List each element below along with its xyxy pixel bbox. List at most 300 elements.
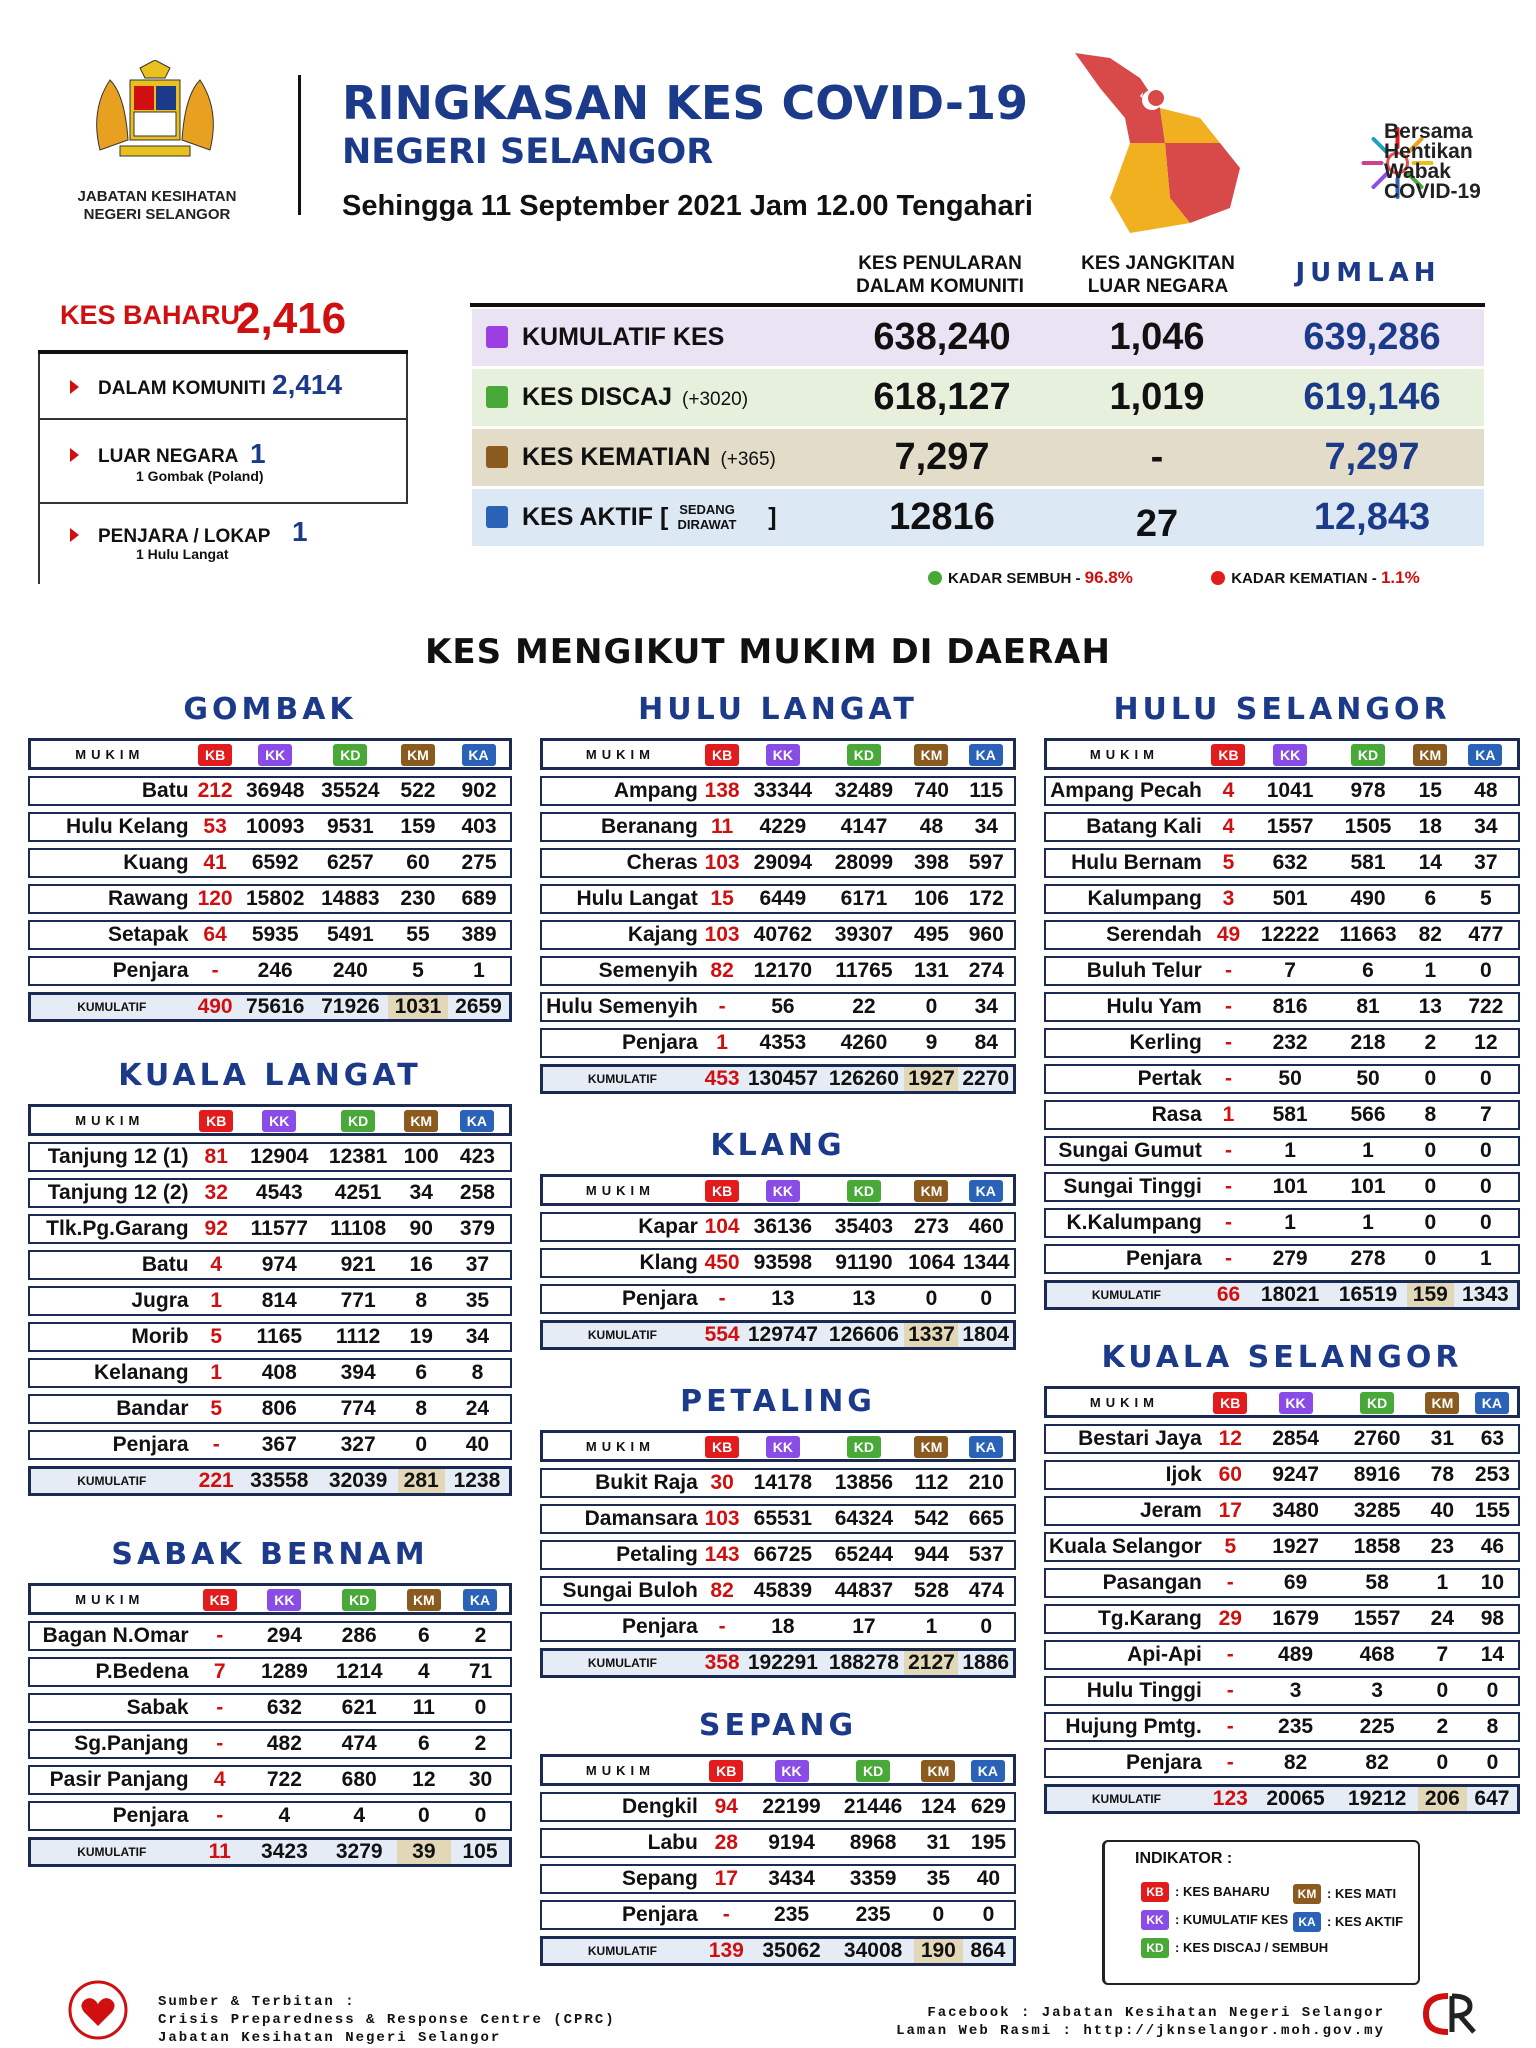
table-header-cell: MUKIM <box>540 738 702 770</box>
cell-ka: 1238 <box>445 1466 512 1496</box>
summary-row-discaj <box>472 369 1484 426</box>
website-link[interactable]: Laman Web Rasmi : http://jknselangor.moh.gov.my <box>896 2023 1385 2039</box>
table-row <box>540 1028 1016 1058</box>
green-square-icon <box>486 386 508 408</box>
cell-ka: 0 <box>963 1900 1016 1930</box>
cell-km: 12 <box>397 1765 451 1795</box>
district-hulu-langat <box>540 692 1016 1100</box>
table-total-row <box>28 992 512 1022</box>
cell-kd: 4260 <box>823 1028 904 1058</box>
cell-ka: 2 <box>451 1729 512 1759</box>
cell-km: 6 <box>398 1358 445 1388</box>
table-row <box>1044 1532 1520 1562</box>
table-header-cell <box>1206 738 1251 770</box>
km-badge: KM <box>914 1436 948 1458</box>
table-row <box>28 1801 512 1831</box>
cell-km: 14 <box>1407 848 1454 878</box>
district-table <box>540 1424 1016 1684</box>
cell-kb: 450 <box>702 1248 743 1278</box>
cell-km: 0 <box>1418 1676 1467 1706</box>
cell-kd: 13856 <box>823 1468 904 1498</box>
cell-kk: 93598 <box>742 1248 823 1278</box>
cell-ka: 403 <box>448 812 512 842</box>
cell-kk: 1289 <box>247 1657 322 1687</box>
cell-kd: 188278 <box>823 1648 904 1678</box>
table-row <box>1044 884 1520 914</box>
campaign-line: Bersama <box>1384 120 1473 143</box>
cell-kb: 29 <box>1206 1604 1255 1634</box>
district-title: HULU LANGAT <box>638 692 918 727</box>
cell-ka: 63 <box>1467 1424 1520 1454</box>
cell-kk: 6449 <box>742 884 823 914</box>
brown-square-icon <box>486 446 508 468</box>
cell-kk: 816 <box>1251 992 1329 1022</box>
cell-kk: 2854 <box>1255 1424 1337 1454</box>
table-row <box>28 776 512 806</box>
cell-ka: 665 <box>958 1504 1016 1534</box>
cell-km: 48 <box>904 812 958 842</box>
table-header-cell <box>445 1104 512 1136</box>
cell-km: 18 <box>1407 812 1454 842</box>
mukim-name: Rasa <box>1044 1100 1206 1130</box>
ka-badge: KA <box>971 1760 1005 1782</box>
mukim-name: KUMULATIF <box>540 1064 702 1094</box>
kd-badge: KD <box>856 1760 890 1782</box>
table-row <box>540 776 1016 806</box>
km-badge: KM <box>1293 1884 1321 1904</box>
cell-kb: - <box>193 1430 240 1460</box>
cell-km: 1927 <box>904 1064 958 1094</box>
table-row <box>28 1322 512 1352</box>
mukim-name: Bukit Raja <box>540 1468 702 1498</box>
table-row <box>1044 920 1520 950</box>
ka-badge: KA <box>969 1436 1003 1458</box>
cell-kk: 1927 <box>1255 1532 1337 1562</box>
cell-km: 82 <box>1407 920 1454 950</box>
cell-km: 19 <box>398 1322 445 1352</box>
table-header-row <box>540 1754 1016 1786</box>
summary-value-komuniti: 12816 <box>889 496 995 538</box>
cell-kb: 82 <box>702 1576 743 1606</box>
baharu-item-label: DALAM KOMUNITI <box>98 378 266 399</box>
table-header-cell <box>388 738 448 770</box>
summary-row-kumulatif <box>472 309 1484 366</box>
mukim-name: Penjara <box>540 1612 702 1642</box>
district-table <box>28 1577 512 1873</box>
cell-kb: 138 <box>702 776 743 806</box>
km-badge: KM <box>404 1110 438 1132</box>
summary-row-kematian <box>472 429 1484 486</box>
mukim-name: Sungai Gumut <box>1044 1136 1206 1166</box>
cell-kk: 82 <box>1255 1748 1337 1778</box>
mukim-name: Kerling <box>1044 1028 1206 1058</box>
cell-kk: 722 <box>247 1765 322 1795</box>
kb-badge: KB <box>705 1180 739 1202</box>
table-header-cell <box>832 1754 914 1786</box>
mukim-name: Beranang <box>540 812 702 842</box>
cell-kk: 806 <box>240 1394 319 1424</box>
summary-label-text: KES DISCAJ <box>522 383 673 411</box>
cell-km: 16 <box>398 1250 445 1280</box>
kd-badge: KD <box>333 744 367 766</box>
cell-kb: 4 <box>1206 776 1251 806</box>
cell-ka: 253 <box>1467 1460 1520 1490</box>
summary-label-delta: (+365) <box>720 449 776 470</box>
summary-value-luar: - <box>1150 436 1164 478</box>
cell-kd: 621 <box>322 1693 397 1723</box>
district-kuala-langat <box>28 1058 512 1502</box>
table-header-cell <box>702 1174 743 1206</box>
cell-kd: 16519 <box>1329 1280 1407 1310</box>
ka-badge: KA <box>969 744 1003 766</box>
ka-badge: KA <box>1293 1912 1321 1932</box>
col-header-komuniti: KES PENULARAN DALAM KOMUNITI <box>856 253 1024 297</box>
cell-kd: 3279 <box>322 1837 397 1867</box>
cell-ka: 12 <box>1454 1028 1520 1058</box>
table-header-cell <box>702 1754 751 1786</box>
cell-km: 55 <box>388 920 448 950</box>
table-row <box>1044 848 1520 878</box>
cell-km: 106 <box>904 884 958 914</box>
cell-kk: 1165 <box>240 1322 319 1352</box>
mukim-name: Sepang <box>540 1864 702 1894</box>
cell-km: 131 <box>904 956 958 986</box>
cell-ka: 48 <box>1454 776 1520 806</box>
district-title: KUALA LANGAT <box>118 1058 422 1093</box>
cell-kd: 39307 <box>823 920 904 950</box>
cell-kb: 49 <box>1206 920 1251 950</box>
table-row <box>1044 776 1520 806</box>
table-header-cell <box>319 1104 398 1136</box>
cell-kd: 3 <box>1336 1676 1418 1706</box>
table-header-cell <box>823 1430 904 1462</box>
cell-ka: 274 <box>958 956 1016 986</box>
table-header-cell <box>1407 738 1454 770</box>
cell-km: 60 <box>388 848 448 878</box>
cell-kb: 5 <box>1206 1532 1255 1562</box>
district-sepang <box>540 1708 1016 1972</box>
cell-kd: 225 <box>1336 1712 1418 1742</box>
cell-kk: 5935 <box>238 920 313 950</box>
district-table <box>28 732 512 1028</box>
district-title: SEPANG <box>698 1708 858 1743</box>
cell-kb: 5 <box>193 1394 240 1424</box>
table-header-row <box>28 738 512 770</box>
kb-badge: KB <box>1211 744 1245 766</box>
summary-label <box>522 383 748 412</box>
table-header-cell: MUKIM <box>540 1174 702 1206</box>
table-row <box>540 1900 1016 1930</box>
mukim-name: Ijok <box>1044 1460 1206 1490</box>
cell-kb: 143 <box>702 1540 743 1570</box>
cell-kd: 22 <box>823 992 904 1022</box>
cell-kb: 120 <box>193 884 238 914</box>
mukim-name: Hulu Bernam <box>1044 848 1206 878</box>
cell-kd: 11663 <box>1329 920 1407 950</box>
kadar-sembuh-value: 96.8% <box>1084 568 1133 587</box>
table-row <box>28 812 512 842</box>
cell-km: 159 <box>388 812 448 842</box>
kk-badge: KK <box>775 1760 809 1782</box>
kd-badge: KD <box>1351 744 1385 766</box>
table-row <box>1044 1424 1520 1454</box>
baharu-item-label: LUAR NEGARA <box>98 446 239 467</box>
cell-kb: 94 <box>702 1792 751 1822</box>
cell-km: 0 <box>1407 1244 1454 1274</box>
table-header-cell: MUKIM <box>28 1104 193 1136</box>
ka-badge: KA <box>1475 1392 1509 1414</box>
legend-km <box>1293 1884 1396 1904</box>
table-header-cell <box>1251 738 1329 770</box>
table-total-row <box>1044 1784 1520 1814</box>
cell-ka: 477 <box>1454 920 1520 950</box>
cell-kd: 774 <box>319 1394 398 1424</box>
cell-km: 495 <box>904 920 958 950</box>
summary-value-jumlah: 639,286 <box>1303 316 1441 358</box>
cell-km: 39 <box>397 1837 451 1867</box>
cell-kd: 82 <box>1336 1748 1418 1778</box>
mukim-name: Penjara <box>28 1430 193 1460</box>
table-row <box>28 1394 512 1424</box>
cell-ka: 474 <box>958 1576 1016 1606</box>
summary-value-luar: 27 <box>1135 503 1179 545</box>
cell-kk: 50 <box>1251 1064 1329 1094</box>
km-badge: KM <box>1425 1392 1459 1414</box>
district-table <box>1044 1380 1520 1820</box>
table-header-cell <box>1467 1386 1520 1418</box>
cell-ka: 8 <box>445 1358 512 1388</box>
cell-kd: 771 <box>319 1286 398 1316</box>
kb-badge: KB <box>1213 1392 1247 1414</box>
cell-kd: 680 <box>322 1765 397 1795</box>
cell-kb: 358 <box>702 1648 743 1678</box>
cell-km: 11 <box>397 1693 451 1723</box>
cell-kb: - <box>1206 1208 1251 1238</box>
cell-km: 2127 <box>904 1648 958 1678</box>
district-klang <box>540 1128 1016 1356</box>
table-header-cell <box>742 1430 823 1462</box>
cell-kd: 58 <box>1336 1568 1418 1598</box>
table-header-cell <box>958 738 1016 770</box>
table-header-row <box>540 1430 1016 1462</box>
summary-label-bracket: ] <box>768 503 777 531</box>
cell-ka: 210 <box>958 1468 1016 1498</box>
cell-km: 230 <box>388 884 448 914</box>
kd-badge: KD <box>847 744 881 766</box>
table-row <box>540 1212 1016 1242</box>
cell-kk: 101 <box>1251 1172 1329 1202</box>
cell-kb: 28 <box>702 1828 751 1858</box>
cell-kb: 4 <box>193 1250 240 1280</box>
cell-ka: 1804 <box>958 1320 1016 1350</box>
mukim-name: Tg.Karang <box>1044 1604 1206 1634</box>
page-subtitle: NEGERI SELANGOR <box>342 132 714 172</box>
km-badge: KM <box>401 744 435 766</box>
cell-kd: 44837 <box>823 1576 904 1606</box>
cell-ka: 1 <box>1454 1244 1520 1274</box>
mukim-name: KUMULATIF <box>1044 1280 1206 1310</box>
cell-ka: 460 <box>958 1212 1016 1242</box>
cell-kb: 103 <box>702 1504 743 1534</box>
mukim-name: Setapak <box>28 920 193 950</box>
cell-ka: 40 <box>445 1430 512 1460</box>
cell-kk: 1 <box>1251 1208 1329 1238</box>
cell-kd: 28099 <box>823 848 904 878</box>
mukim-name: Penjara <box>540 1028 702 1058</box>
table-total-row <box>28 1466 512 1496</box>
cell-kk: 35062 <box>751 1936 833 1966</box>
mukim-name: Penjara <box>1044 1244 1206 1274</box>
kb-badge: KB <box>1141 1882 1169 1902</box>
cell-kd: 34008 <box>832 1936 914 1966</box>
cell-kk: 192291 <box>742 1648 823 1678</box>
cell-kd: 286 <box>322 1621 397 1651</box>
mukim-name: Kapar <box>540 1212 702 1242</box>
cell-kd: 4147 <box>823 812 904 842</box>
ka-badge: KA <box>460 1110 494 1132</box>
table-header-row <box>1044 1386 1520 1418</box>
table-header-cell <box>397 1583 451 1615</box>
cell-kd: 35403 <box>823 1212 904 1242</box>
table-row <box>540 1864 1016 1894</box>
cell-km: 24 <box>1418 1604 1467 1634</box>
mukim-name: KUMULATIF <box>540 1936 702 1966</box>
mukim-name: Jeram <box>1044 1496 1206 1526</box>
cell-kd: 9531 <box>313 812 388 842</box>
district-kuala-selangor <box>1044 1340 1520 1820</box>
mukim-name: Tanjung 12 (1) <box>28 1142 193 1172</box>
cell-ka: 5 <box>1454 884 1520 914</box>
cell-kb: 490 <box>193 992 238 1022</box>
baharu-item-value: 1 <box>292 516 308 547</box>
cell-kb: 3 <box>1206 884 1251 914</box>
summary-label-text: KUMULATIF KES <box>522 323 725 351</box>
cell-kb: 1 <box>1206 1100 1251 1130</box>
table-row <box>540 1828 1016 1858</box>
cell-kd: 21446 <box>832 1792 914 1822</box>
cell-ka: 34 <box>958 992 1016 1022</box>
cell-kd: 3359 <box>832 1864 914 1894</box>
mukim-name: KUMULATIF <box>28 1837 193 1867</box>
cell-ka: 864 <box>963 1936 1016 1966</box>
cell-kb: - <box>193 1729 247 1759</box>
cell-kk: 581 <box>1251 1100 1329 1130</box>
cell-km: 0 <box>1407 1064 1454 1094</box>
summary-value-luar: 1,046 <box>1109 316 1205 358</box>
cell-kb: 554 <box>702 1320 743 1350</box>
cell-kk: 45839 <box>742 1576 823 1606</box>
table-row <box>28 1286 512 1316</box>
cell-ka: 1344 <box>958 1248 1016 1278</box>
table-header-cell <box>1206 1386 1255 1418</box>
cell-kd: 91190 <box>823 1248 904 1278</box>
cell-kb: 17 <box>702 1864 751 1894</box>
triangle-bullet-icon <box>70 380 79 394</box>
cell-kd: 14883 <box>313 884 388 914</box>
cell-kb: - <box>1206 1748 1255 1778</box>
header-divider <box>298 75 301 215</box>
cell-ka: 10 <box>1467 1568 1520 1598</box>
cell-km: 0 <box>904 992 958 1022</box>
cell-ka: 2 <box>451 1621 512 1651</box>
cell-kb: 66 <box>1206 1280 1251 1310</box>
cell-km: 542 <box>904 1504 958 1534</box>
cell-kk: 1041 <box>1251 776 1329 806</box>
table-header-cell <box>742 1174 823 1206</box>
cell-kb: - <box>1206 1676 1255 1706</box>
cell-kk: 367 <box>240 1430 319 1460</box>
table-header-cell <box>823 738 904 770</box>
table-row <box>540 1248 1016 1278</box>
cell-km: 100 <box>398 1142 445 1172</box>
mukim-name: Kuala Selangor <box>1044 1532 1206 1562</box>
cell-kk: 1557 <box>1251 812 1329 842</box>
cell-kk: 294 <box>247 1621 322 1651</box>
mukim-name: Hulu Semenyih <box>540 992 702 1022</box>
cell-km: 190 <box>914 1936 963 1966</box>
cell-kb: 5 <box>1206 848 1251 878</box>
cell-kb: - <box>1206 956 1251 986</box>
cell-ka: 1343 <box>1454 1280 1520 1310</box>
cell-kd: 50 <box>1329 1064 1407 1094</box>
campaign-line: Hentikan <box>1384 140 1473 163</box>
cell-ka: 30 <box>451 1765 512 1795</box>
cell-kk: 18 <box>742 1612 823 1642</box>
cell-kd: 6171 <box>823 884 904 914</box>
cell-kd: 8916 <box>1336 1460 1418 1490</box>
cell-ka: 722 <box>1454 992 1520 1022</box>
cell-kk: 12170 <box>742 956 823 986</box>
table-row <box>28 920 512 950</box>
cell-kd: 32039 <box>319 1466 398 1496</box>
table-row <box>28 1214 512 1244</box>
cell-kd: 2760 <box>1336 1424 1418 1454</box>
cell-kd: 278 <box>1329 1244 1407 1274</box>
table-total-row <box>1044 1280 1520 1310</box>
mukim-name: Ampang Pecah <box>1044 776 1206 806</box>
campaign-line: Wabak <box>1384 160 1451 183</box>
cell-kk: 11577 <box>240 1214 319 1244</box>
kb-badge: KB <box>199 1110 233 1132</box>
cell-km: 206 <box>1418 1784 1467 1814</box>
table-row <box>1044 1208 1520 1238</box>
cell-ka: 2270 <box>958 1064 1016 1094</box>
summary-row-aktif <box>472 489 1484 546</box>
cell-ka: 597 <box>958 848 1016 878</box>
table-row <box>1044 1748 1520 1778</box>
table-row <box>540 920 1016 950</box>
cell-kd: 4 <box>322 1801 397 1831</box>
baharu-item-luar-negara <box>38 420 408 504</box>
cell-km: 124 <box>914 1792 963 1822</box>
cell-ka: 24 <box>445 1394 512 1424</box>
cell-ka: 902 <box>448 776 512 806</box>
cell-km: 78 <box>1418 1460 1467 1490</box>
kb-badge: KB <box>705 744 739 766</box>
cell-ka: 34 <box>445 1322 512 1352</box>
table-header-cell <box>193 1104 240 1136</box>
table-row <box>540 992 1016 1022</box>
mukim-name: Pertak <box>1044 1064 1206 1094</box>
mukim-name: Ampang <box>540 776 702 806</box>
cell-ka: 0 <box>1467 1676 1520 1706</box>
table-header-cell: MUKIM <box>28 1583 193 1615</box>
summary-label-text: KES AKTIF [ <box>522 503 669 531</box>
cell-kk: 75616 <box>238 992 313 1022</box>
cell-kd: 6257 <box>313 848 388 878</box>
cell-kb: - <box>1206 1640 1255 1670</box>
facebook-link[interactable]: Facebook : Jabatan Kesihatan Negeri Selangor <box>927 2005 1385 2021</box>
